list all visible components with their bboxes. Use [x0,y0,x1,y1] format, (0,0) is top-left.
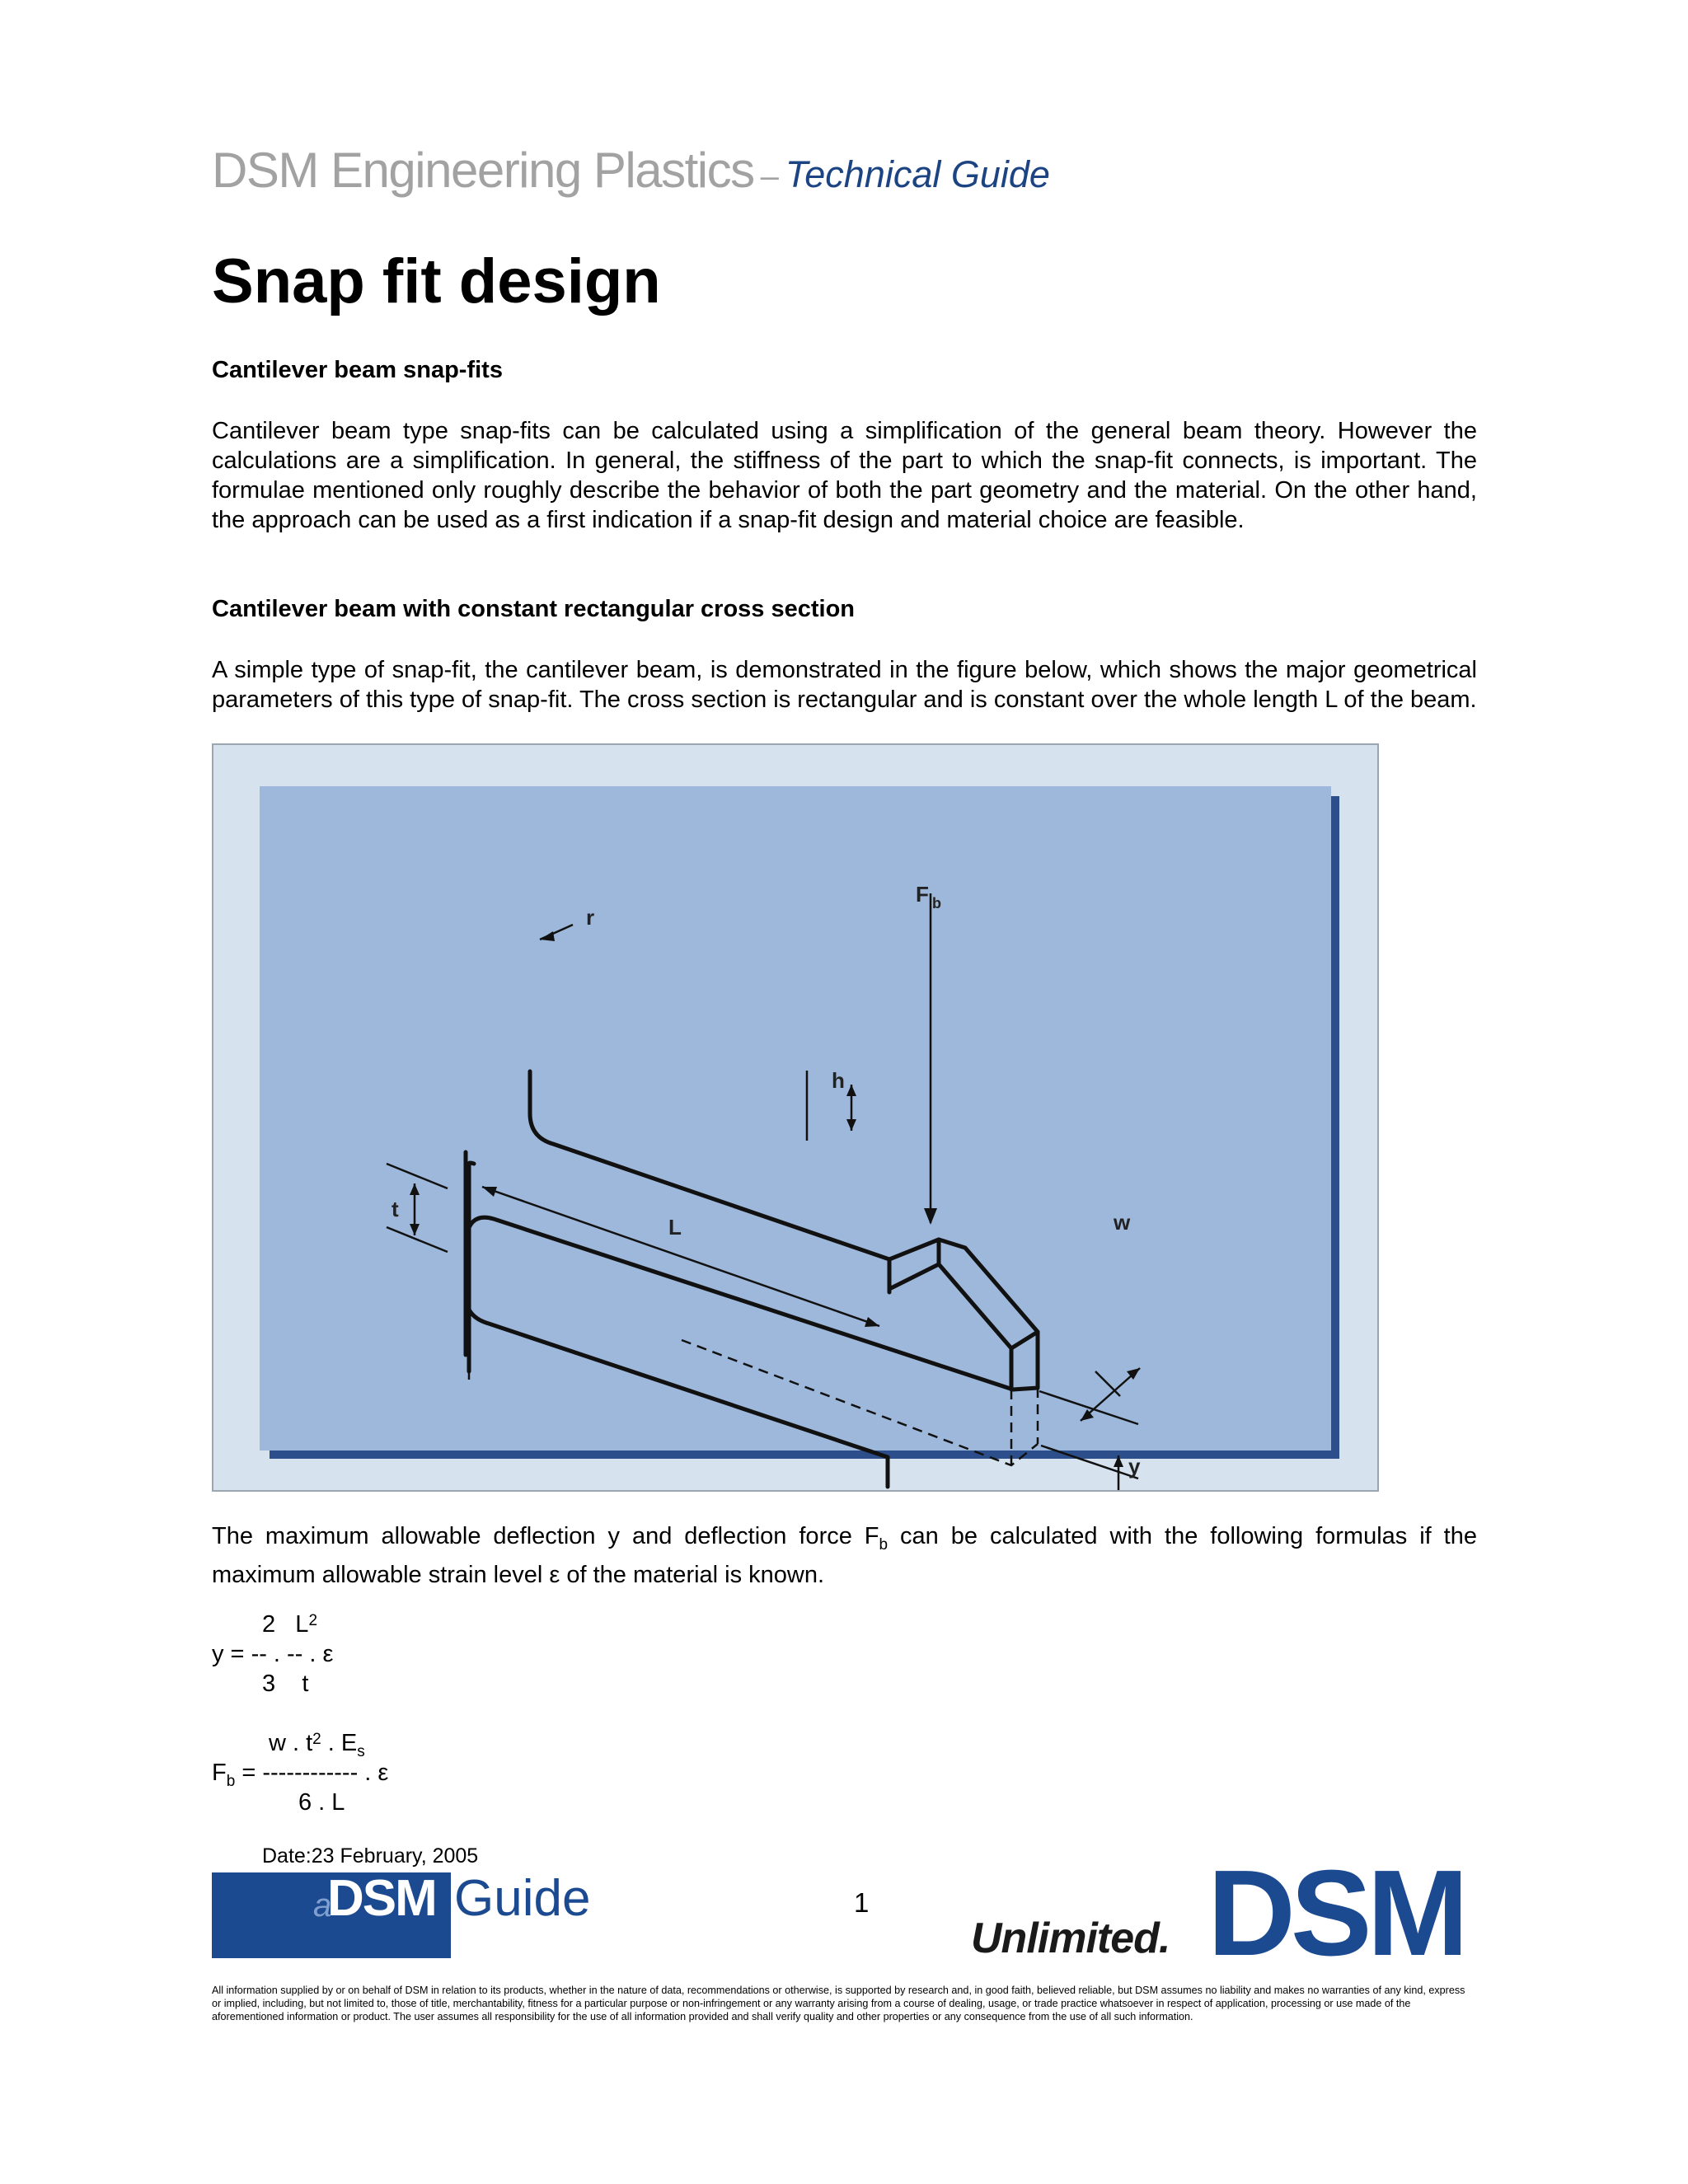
legal-disclaimer: All information supplied by or on behalf of DSM in relation to its products, whether in the nature of data, recommendations or otherwise, is supported by research and, in good faith, believed reliable, but DSM assumes no liability and makes no warranties of any kind, express or implied, including, but not limited to, those of title, merchantability, fitness for a particular purpose or non-infringement or any warranty arising from a course of dealing, usage, or trade practice whatsoever in respect of application, processing or use made of the aforementioned information or product. The user assumes all responsibility for the use of all information provided and shall verify quality and other properties or any consequence from the use of all such information. [212,1985,1465,2022]
dsm-guide-logo-dsm: DSM [327,1870,436,1927]
panel [260,786,1331,1451]
formula-intro-paragraph [212,1521,1477,1590]
label-h: h [832,1068,845,1093]
formula2-lhs: $F_b$ = ------------ . ε [212,1760,389,1790]
label-L: L [668,1215,682,1240]
formula1-denominator: 3 t [262,1671,309,1697]
page-number: 1 [854,1887,870,1918]
formula2-denominator: 6 . L [298,1789,345,1816]
label-r: r [586,905,595,930]
document-date: Date:23 February, 2005 [262,1844,479,1868]
label-y: y [1128,1454,1141,1479]
header-brand: DSM Engineering Plastics [212,143,754,198]
dsm-guide-logo-word: Guide [454,1870,591,1927]
unlimited-tagline: Unlimited. [971,1915,1170,1962]
cantilever-beam-figure [212,743,1379,1492]
page-title: Snap fit design [212,246,661,316]
label-F: F [916,882,929,907]
header-dash: – [760,158,779,194]
formula1-lhs: y = -- . -- . ε [212,1641,334,1667]
header-subtitle: Technical Guide [785,153,1050,195]
document-header [212,142,1050,199]
section-heading-cantilever: Cantilever beam snap-fits [212,357,503,383]
label-t: t [392,1197,399,1221]
label-w: w [1114,1210,1131,1235]
dsm-logo: DSM [1207,1845,1464,1981]
formula-intro-sub: b [879,1535,889,1554]
intro-paragraph: Cantilever beam type snap-fits can be calculated using a simplification of the general beam theory. However the calculations are a simplification. In general, the stiffness of the part to which the snap-fit connects, is important. The formulae mentioned only roughly describe the behavior of both the part geometry and the material. On the other hand, the approach can be used as a first indication if a snap-fit design and material choice are feasible. [212,418,1477,533]
figure-intro-paragraph: A simple type of snap-fit, the cantilever beam, is demonstrated in the figure below, which shows the major geometrical parameters of this type of snap-fit. The cross section is rectangular and is constant over the whole length L of the beam. [212,657,1477,713]
section-heading-rectangular: Cantilever beam with constant rectangular cross section [212,596,856,622]
formula-intro-text-b: can be calculated with the following formulas if the maximum allowable strain level ε of the material is known. [212,1523,1477,1588]
beam-diagram-svg [213,745,1377,1490]
formula2-numerator: w . $t^2$ . $E_s$ [269,1730,365,1760]
formula1-numerator: 2 $L^2$ [262,1611,318,1638]
formula-intro-text-a: The maximum allowable deflection y and deflection force F [212,1523,879,1549]
dsm-guide-logo-a: a [313,1887,332,1924]
label-F-sub: b [932,895,941,912]
